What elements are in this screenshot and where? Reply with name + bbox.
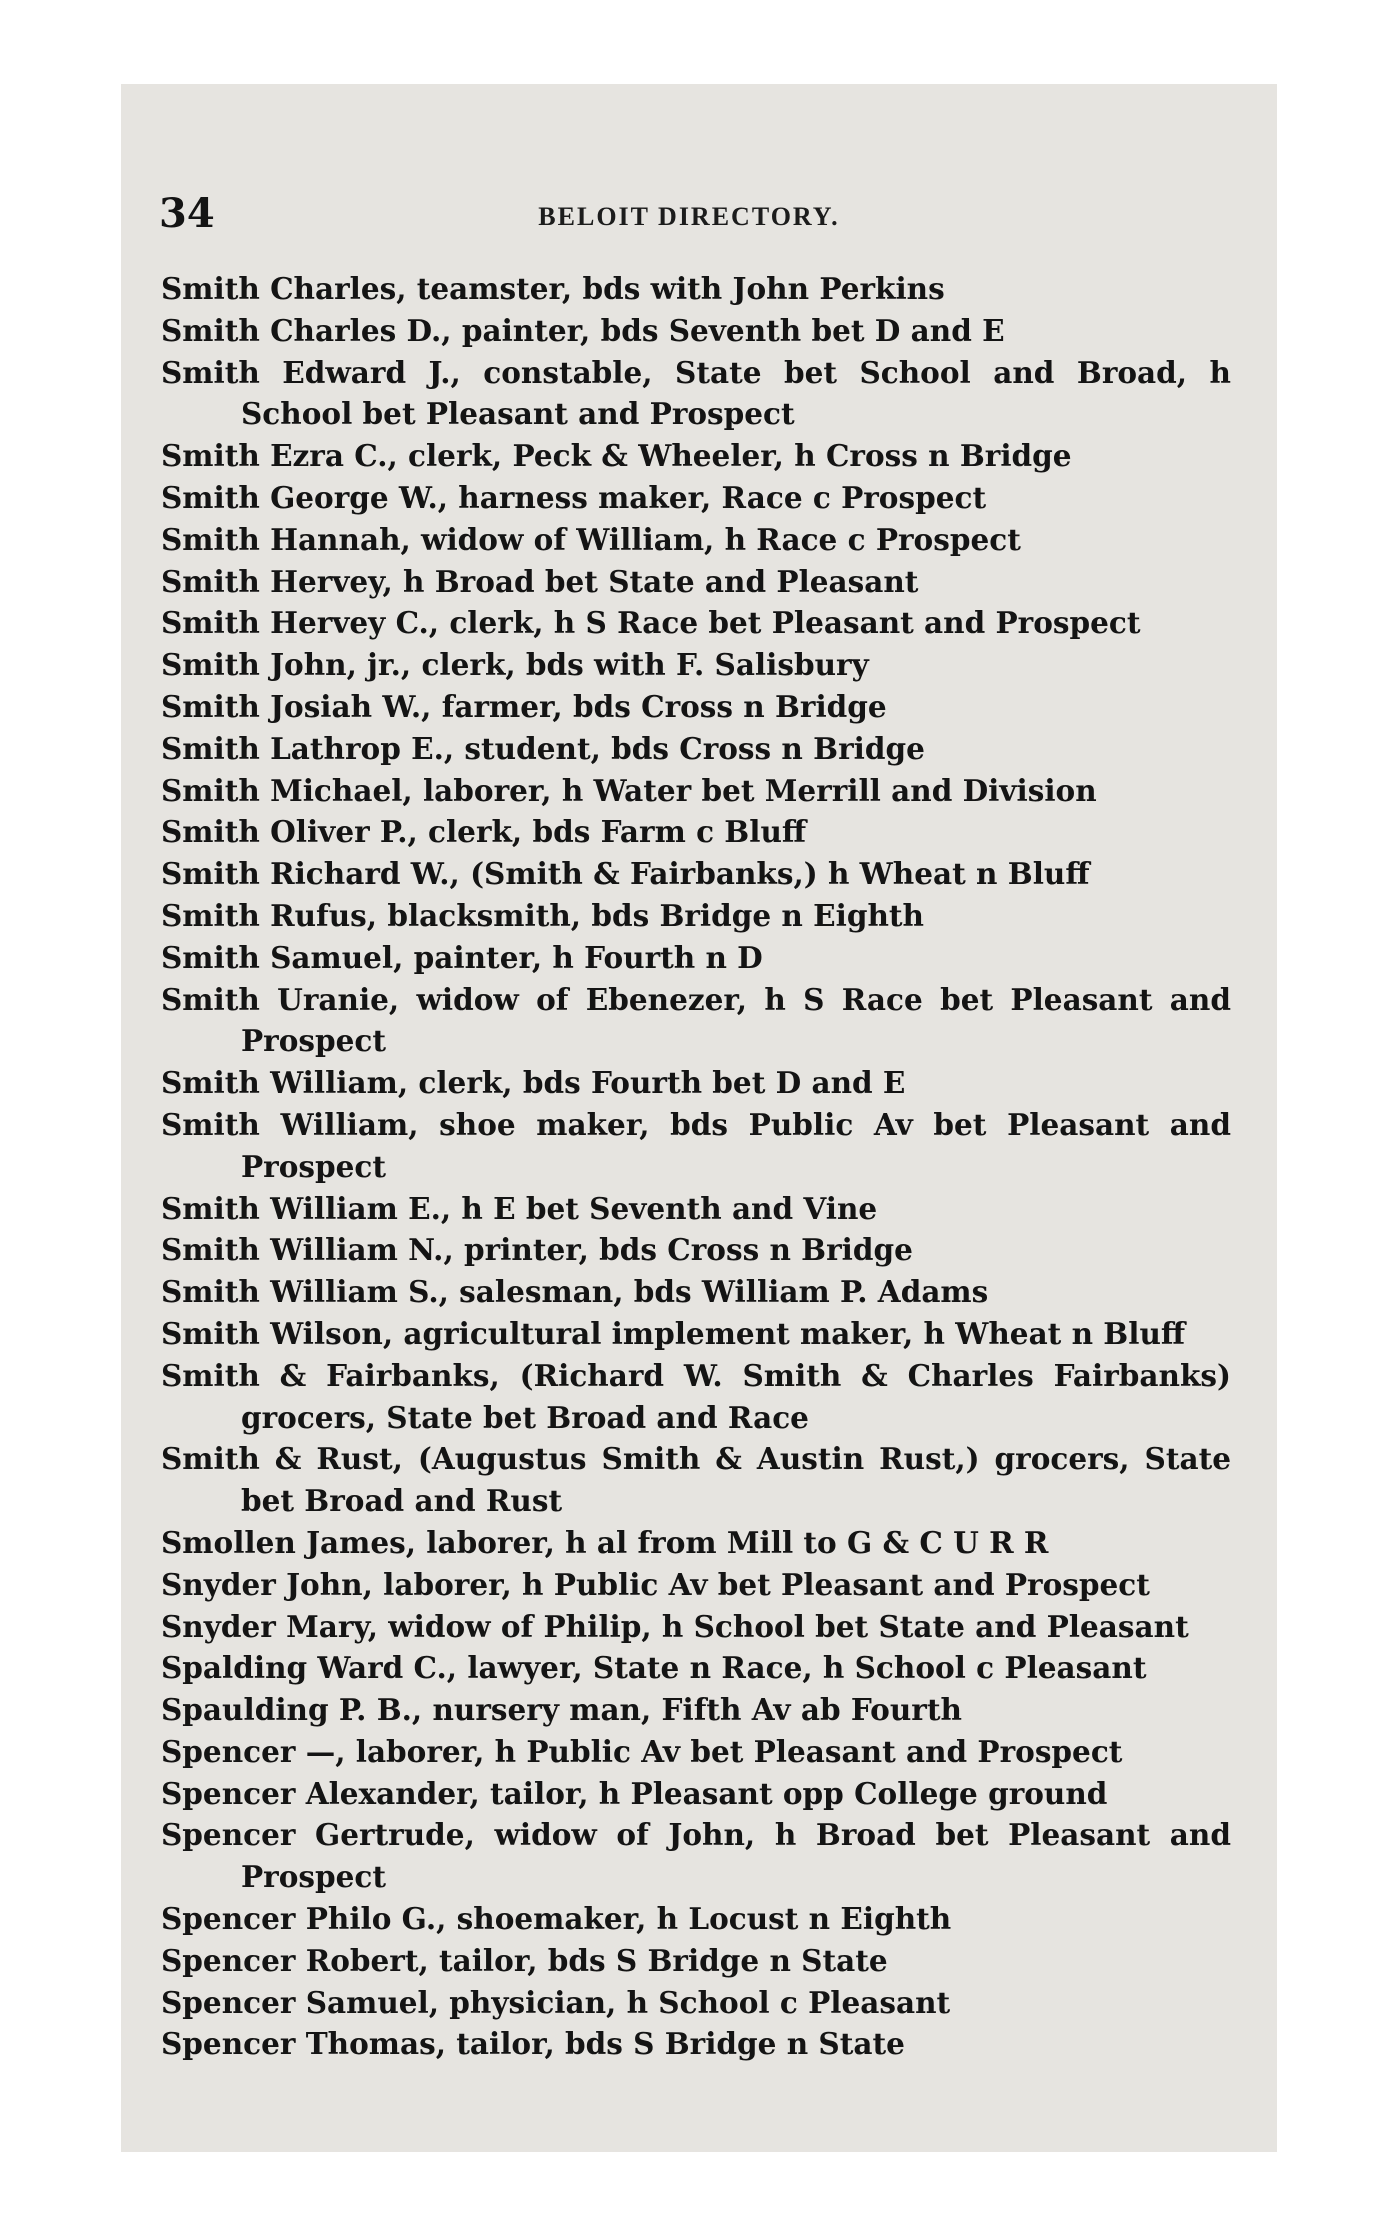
directory-entry: Smith & Fairbanks, (Richard W. Smith & Charles Fairbanks) grocers, State bet Broad and Race	[161, 1357, 1231, 1435]
directory-entry: Smith William, clerk, bds Fourth bet D and E	[161, 1065, 906, 1101]
directory-entry: Smith Ezra C., clerk, Peck & Wheeler, h Cross n Bridge	[161, 438, 1072, 474]
directory-entry: Smith Charles, teamster, bds with John Perkins	[161, 271, 945, 306]
directory-entry: Smith Samuel, painter, h Fourth n D	[161, 939, 763, 975]
directory-entry: Smith Rufus, blacksmith, bds Bridge n Eighth	[161, 897, 924, 933]
running-title: BELOIT DIRECTORY.	[538, 202, 840, 231]
page-header	[159, 190, 1219, 244]
directory-entry: Smith William E., h E bet Seventh and Vine	[161, 1190, 878, 1226]
directory-entry: Spaulding P. B., nursery man, Fifth Av ab Fourth	[161, 1692, 962, 1728]
directory-entry: Smith Hannah, widow of William, h Race c Prospect	[161, 521, 1021, 557]
directory-entry: Spencer Gertrude, widow of John, h Broad bet Pleasant and Prospect	[161, 1817, 1231, 1895]
directory-entry: Smith Oliver P., clerk, bds Farm c Bluff	[161, 814, 807, 850]
directory-entry: Smith William N., printer, bds Cross n Bridge	[161, 1232, 913, 1268]
directory-entry: Smith Wilson, agricultural implement maker, h Wheat n Bluff	[161, 1315, 1186, 1351]
directory-entry: Smith Richard W., (Smith & Fairbanks,) h Wheat n Bluff	[161, 856, 1090, 892]
directory-entry: Smith Charles D., painter, bds Seventh bet D and E	[161, 312, 1005, 348]
directory-entry: Smith Hervey C., clerk, h S Race bet Pleasant and Prospect	[161, 605, 1141, 641]
directory-entry: Smith Lathrop E., student, bds Cross n Bridge	[161, 730, 925, 766]
directory-entry: Spencer Thomas, tailor, bds S Bridge n State	[161, 2026, 905, 2062]
directory-entry: Smith George W., harness maker, Race c Prospect	[161, 479, 987, 515]
directory-entry: Smith Josiah W., farmer, bds Cross n Bridge	[161, 688, 887, 724]
directory-entry: Smith Uranie, widow of Ebenezer, h S Race bet Pleasant and Prospect	[161, 981, 1231, 1059]
directory-entry: Smith Michael, laborer, h Water bet Merrill and Division	[161, 772, 1097, 808]
directory-entry: Spencer Robert, tailor, bds S Bridge n State	[161, 1942, 888, 1978]
directory-entry: Spencer Alexander, tailor, h Pleasant opp College ground	[161, 1775, 1108, 1811]
directory-entries	[161, 268, 1231, 2065]
directory-entry: Snyder John, laborer, h Public Av bet Pleasant and Prospect	[161, 1566, 1150, 1602]
directory-entry: Smith & Rust, (Augustus Smith & Austin Rust,) grocers, State bet Broad and Rust	[161, 1441, 1231, 1519]
directory-entry: Smith Edward J., constable, State bet School and Broad, h School bet Pleasant and Prospect	[161, 354, 1231, 432]
directory-entry: Smith John, jr., clerk, bds with F. Salisbury	[161, 647, 869, 683]
directory-entry: Smith William S., salesman, bds William P. Adams	[161, 1274, 989, 1310]
directory-entry: Spencer —, laborer, h Public Av bet Pleasant and Prospect	[161, 1733, 1123, 1769]
directory-entry: Smith William, shoe maker, bds Public Av bet Pleasant and Prospect	[161, 1106, 1231, 1184]
directory-page	[121, 84, 1277, 2152]
directory-entry: Spencer Samuel, physician, h School c Pleasant	[161, 1984, 951, 2020]
page-number: 34	[159, 190, 215, 237]
directory-entry: Spalding Ward C., lawyer, State n Race, h School c Pleasant	[161, 1650, 1147, 1686]
directory-entry: Spencer Philo G., shoemaker, h Locust n Eighth	[161, 1901, 952, 1937]
directory-entry: Smollen James, laborer, h al from Mill to G & C U R R	[161, 1524, 1049, 1560]
directory-entry: Smith Hervey, h Broad bet State and Pleasant	[161, 563, 919, 599]
directory-entry: Snyder Mary, widow of Philip, h School bet State and Pleasant	[161, 1608, 1189, 1644]
